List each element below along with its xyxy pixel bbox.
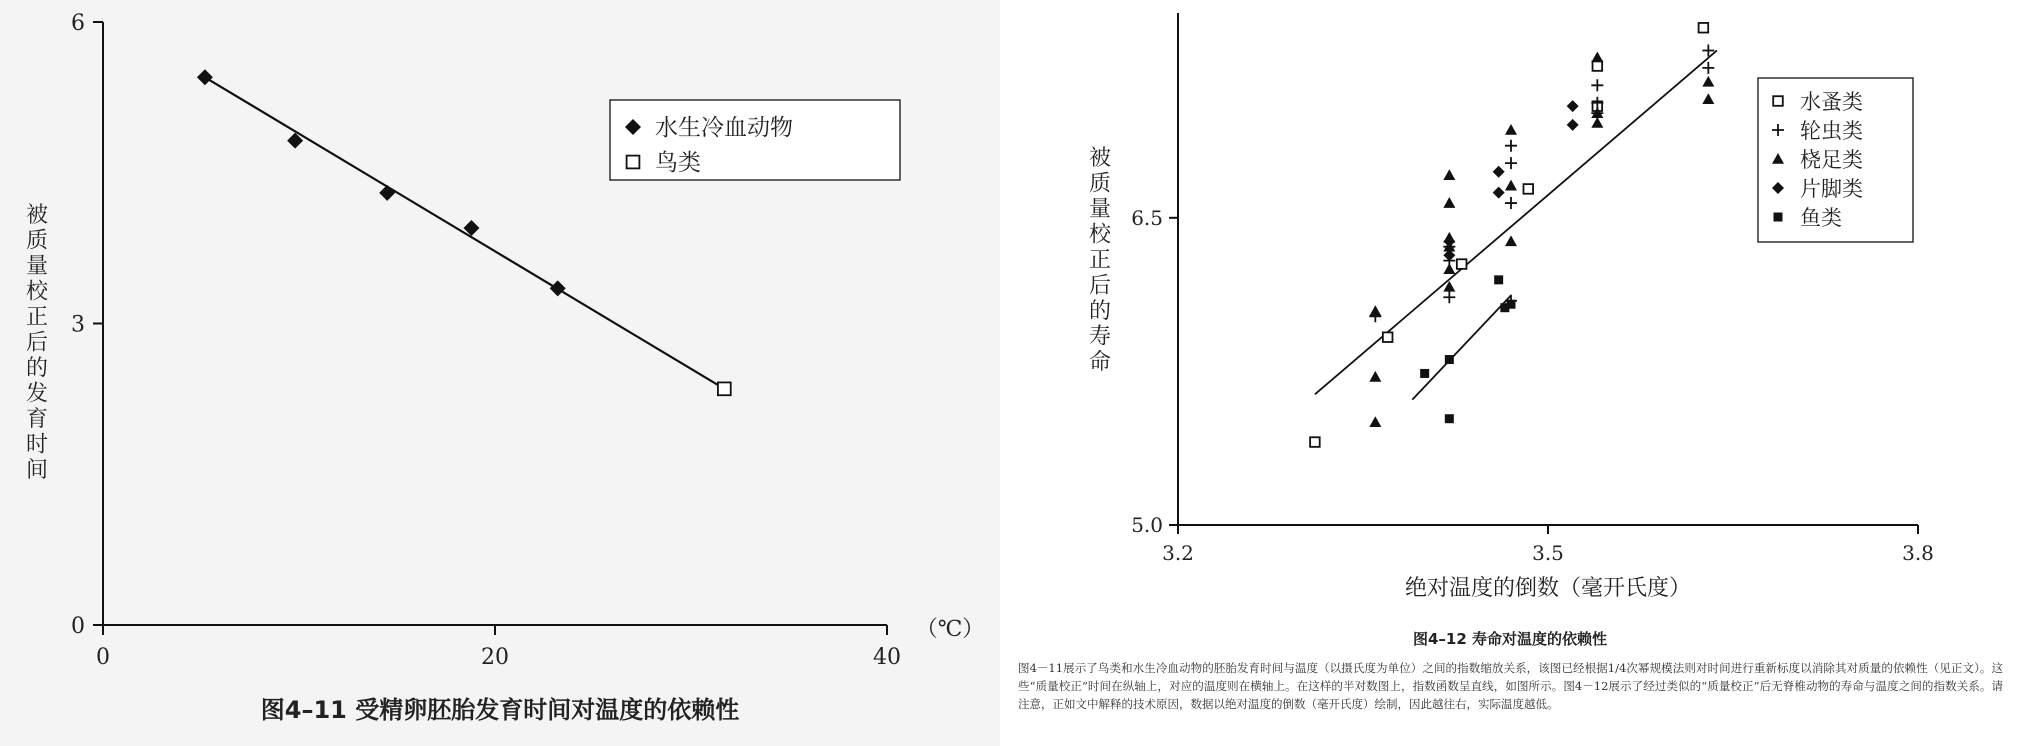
data-point (1591, 117, 1603, 128)
data-point (1457, 259, 1467, 269)
legend-marker (1773, 96, 1783, 106)
data-point (1493, 187, 1505, 199)
y-axis-label-char: 的 (25, 356, 49, 381)
data-point (718, 382, 731, 395)
data-point (1567, 100, 1579, 112)
x-tick-label: 40 (873, 645, 901, 670)
data-point (197, 69, 213, 85)
y-tick-label: 6.5 (1131, 205, 1163, 230)
y-axis-label-char: 被 (25, 203, 49, 228)
legend-marker (627, 156, 640, 169)
y-axis-label-char: 命 (1088, 350, 1112, 375)
y-axis-label (26, 203, 49, 483)
y-axis-label-char: 后 (25, 330, 49, 356)
fit-line (1412, 295, 1511, 399)
data-point (1702, 93, 1714, 104)
y-axis-label-char: 的 (1088, 299, 1112, 324)
data-point (1443, 169, 1455, 180)
data-point (1505, 235, 1517, 246)
data-point (1505, 124, 1517, 135)
data-point (1445, 414, 1454, 423)
y-axis-label-char: 寿 (1088, 324, 1112, 350)
y-axis-label-char: 量 (1088, 197, 1112, 222)
y-axis-label-char: 质 (1088, 171, 1112, 197)
y-axis-label-char: 校 (25, 279, 49, 305)
data-point (1443, 235, 1455, 247)
fit-line (1315, 50, 1717, 394)
data-point (1523, 184, 1533, 194)
legend-label: 桡足类 (1800, 148, 1863, 172)
data-point (1507, 300, 1516, 309)
data-point (1591, 51, 1603, 62)
figure-caption-4-12: 图4–12 寿命对温度的依赖性 (1412, 630, 1608, 648)
y-axis-label-char: 时 (25, 432, 49, 458)
x-axis-unit: （℃） (915, 617, 985, 642)
data-point (1445, 355, 1454, 364)
x-tick-label: 20 (481, 645, 509, 670)
y-axis-label-char: 量 (25, 254, 49, 279)
data-point (1505, 180, 1517, 191)
legend-marker (1774, 213, 1783, 222)
y-tick-label: 6 (71, 11, 85, 36)
y-axis-label-char: 发 (25, 381, 49, 407)
y-tick-label: 0 (71, 614, 85, 639)
data-point (1591, 79, 1603, 91)
y-axis-label-char: 育 (25, 407, 49, 432)
data-point (1369, 305, 1381, 316)
x-tick-label: 3.8 (1902, 541, 1934, 565)
data-point (1493, 166, 1505, 178)
chart-4-11 (0, 0, 1000, 680)
data-point (1593, 61, 1603, 71)
y-axis-label-char: 间 (25, 458, 49, 483)
data-point (1702, 76, 1714, 87)
data-point (1310, 437, 1320, 447)
data-point (1505, 140, 1517, 152)
data-point (1699, 23, 1709, 33)
x-axis-label: 绝对温度的倒数（毫开氏度） (1404, 576, 1692, 601)
data-point (1383, 332, 1393, 342)
y-axis-label-char: 质 (25, 228, 49, 254)
data-point (1420, 369, 1429, 378)
y-axis-label-char: 校 (1088, 222, 1112, 248)
data-point (1567, 119, 1579, 131)
figure-caption-4-11: 图4–11 受精卵胚胎发育时间对温度的依赖性 (260, 696, 740, 724)
legend-label: 鱼类 (1800, 206, 1842, 230)
data-point (1494, 275, 1503, 284)
data-point (1369, 416, 1381, 427)
legend-label: 水生冷血动物 (655, 115, 793, 141)
legend (1758, 78, 1913, 242)
y-tick-label: 3 (71, 312, 85, 338)
data-point (1505, 157, 1517, 169)
y-axis-label-char: 正 (25, 305, 49, 330)
data-point (379, 185, 395, 201)
y-tick-label: 5.0 (1131, 513, 1163, 537)
data-point (1443, 263, 1455, 274)
data-point (1505, 197, 1517, 209)
chart-panel-left (0, 0, 1000, 746)
y-axis-label-char: 被 (1088, 146, 1112, 171)
data-point (1369, 371, 1381, 382)
y-axis-label (1089, 146, 1112, 375)
data-point (1443, 291, 1455, 303)
legend (610, 100, 900, 180)
chart-4-12 (1000, 0, 2020, 620)
y-axis-label-char: 后 (1088, 273, 1112, 299)
legend-label: 片脚类 (1800, 177, 1863, 201)
legend-label: 水蚤类 (1800, 90, 1863, 114)
x-tick-label: 3.2 (1162, 541, 1194, 565)
legend-label: 轮虫类 (1800, 119, 1863, 143)
x-tick-label: 3.5 (1532, 541, 1564, 565)
legend-label: 鸟类 (655, 150, 701, 176)
data-point (550, 280, 566, 296)
y-axis-label-char: 正 (1088, 248, 1112, 273)
data-point (1702, 62, 1714, 74)
figure-description-text: 图4－11展示了鸟类和水生冷血动物的胚胎发育时间与温度（以摄氏度为单位）之间的指数缩放关系，该图已经根据1/4次幂规模法则对时间进行重新标度以消除其对质量的依赖性（见正文）。这些“质量校正”时间在纵轴上，对应的温度则在横轴上。在这样的半对数图上，指数函数呈直线，如图所示。图4－12展示了经过类似的“质量校正”后无脊椎动物的寿命与温度之间的指数关系。请注意，正如文中解释的技术原因，数据以绝对温度的倒数（毫开氏度）绘制，因此越往右，实际温度越低。 (1018, 661, 2003, 711)
x-tick-label: 0 (96, 645, 110, 670)
data-point (1443, 197, 1455, 208)
